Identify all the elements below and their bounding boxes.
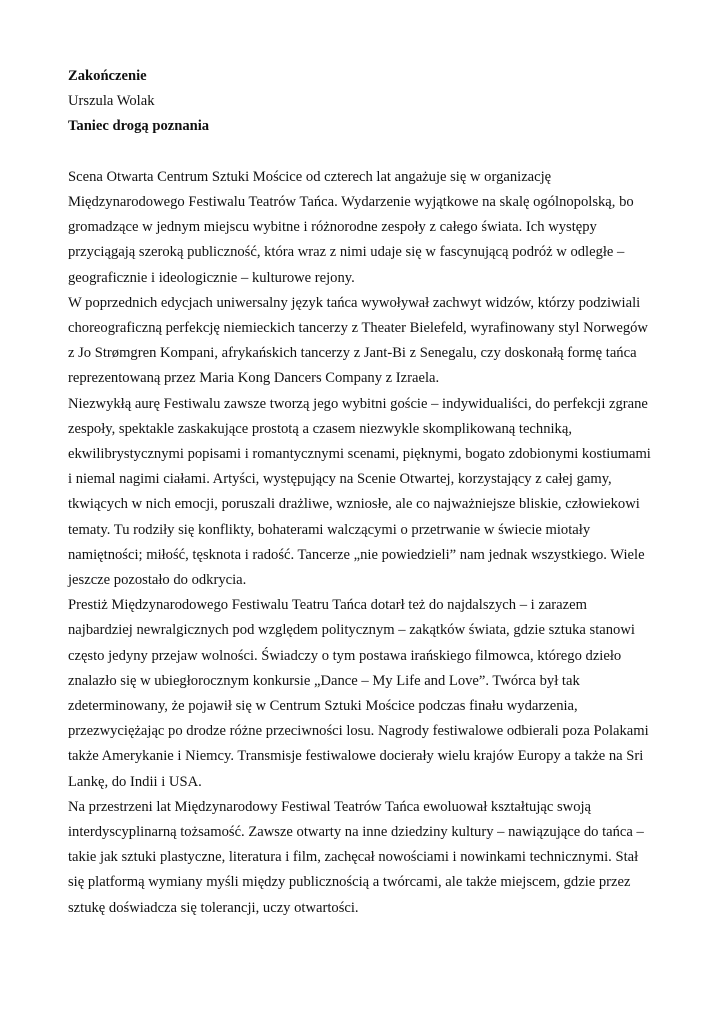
paragraph <box>68 795 664 921</box>
text-line: się platformą wymiany myśli między publicznością a twórcami, ale także miejscem, gdzie przez <box>68 874 631 891</box>
paragraph <box>68 593 664 795</box>
text-line: W poprzednich edycjach uniwersalny język tańca wywoływał zachwyt widzów, którzy podziwiali <box>68 294 641 311</box>
text-line: choreograficzną perfekcję niemieckich tancerzy z Theater Bielefeld, wyrafinowany styl Norwegów <box>68 320 648 337</box>
text-line: zespoły, spektakle zaskakujące prostotą a czasem niezwykle skomplikowaną techniką, <box>68 420 572 437</box>
document-page <box>68 64 664 921</box>
text-line: tkwiących w nich emocji, poruszali drażliwe, wzniosłe, ale co najważniejsze bliskie, człowiekowi <box>68 496 640 513</box>
text-line: sztukę doświadcza się tolerancji, uczy otwartości. <box>68 899 359 916</box>
text-line: często jedyny przejaw wolności. Świadczy o tym postawa irańskiego filmowca, którego dzieło <box>68 647 622 664</box>
text-line: tematy. Tu rodziły się konflikty, bohaterami walczącymi o przetrwanie w świecie miotały <box>68 521 591 538</box>
text-line: i niemal nagimi ciałami. Artyści, występujący na Scenie Otwartej, korzystający z całej gamy, <box>68 471 612 488</box>
text-line: Na przestrzeni lat Międzynarodowy Festiwal Teatrów Tańca ewoluował kształtując swoją <box>68 798 592 815</box>
paragraph <box>68 291 664 392</box>
article-body <box>68 165 664 921</box>
text-line: gromadzące w jednym miejscu wybitne i różnorodne zespoły z całego świata. Ich występy <box>68 219 597 236</box>
paragraph <box>68 392 664 594</box>
spacer <box>68 140 664 165</box>
author-name: Urszula Wolak <box>68 93 155 110</box>
text-line: z Jo Strømgren Kompani, afrykańskich tancerzy z Jant-Bi z Senegalu, czy doskonałą formę tańca <box>68 345 637 362</box>
text-line: zdeterminowany, że pojawił się w Centrum Sztuki Mościce podczas finału wydarzenia, <box>68 698 578 715</box>
text-line: ekwilibrystycznymi popisami i romantycznymi scenami, pięknymi, bogato zdobionymi kostiumami <box>68 446 651 463</box>
article-title: Taniec drogą poznania <box>68 118 210 135</box>
text-line: namiętności; miłość, tęsknota i radość. Tancerze „nie powiedzieli” nam jednak wszystkiego. Wiele <box>68 546 645 563</box>
text-line: jeszcze pozostało do odkrycia. <box>68 572 247 589</box>
text-line: Międzynarodowego Festiwalu Teatrów Tańca. Wydarzenie wyjątkowe na skalę ogólnopolską, bo <box>68 194 634 210</box>
text-line: przezwyciężając po drodze różne przeciwności losu. Nagrody festiwalowe odbierali poza Polakami <box>68 723 649 740</box>
text-line: Scena Otwarta Centrum Sztuki Mościce od czterech lat angażuje się w organizację <box>68 168 552 185</box>
section-heading: Zakończenie <box>68 68 147 84</box>
text-line: reprezentowaną przez Maria Kong Dancers Company z Izraela. <box>68 370 440 387</box>
text-line: najbardziej newralgicznych pod względem politycznym – zakątków świata, gdzie sztuka stanowi <box>68 622 635 639</box>
text-line: przyciągają szeroką publiczność, która wraz z nimi udaje się w fascynującą podróż w odległe – <box>68 244 625 261</box>
text-line: także Amerykanie i Niemcy. Transmisje festiwalowe docierały wielu krajów Europy a także na Sri <box>68 748 644 765</box>
text-line: znalazło się w ubiegłorocznym konkursie „Dance – My Life and Love”. Twórca był tak <box>68 672 580 689</box>
text-line: Niezwykłą aurę Festiwalu zawsze tworzą jego wybitni goście – indywidualiści, do perfekcji zgrane <box>68 395 648 412</box>
text-line: Lankę, do Indii i USA. <box>68 773 202 790</box>
text-line: Prestiż Międzynarodowego Festiwalu Teatru Tańca dotarł też do najdalszych – i zarazem <box>68 597 587 614</box>
text-line: interdyscyplinarną tożsamość. Zawsze otwarty na inne dziedziny kultury – nawiązujące do tańca – <box>68 824 644 841</box>
text-line: takie jak sztuki plastyczne, literatura i film, zachęcał nowościami i nowinkami technicznymi. Stał <box>68 849 639 866</box>
text-line: geograficznie i ideologicznie – kulturowe rejony. <box>68 269 355 286</box>
paragraph <box>68 165 664 291</box>
